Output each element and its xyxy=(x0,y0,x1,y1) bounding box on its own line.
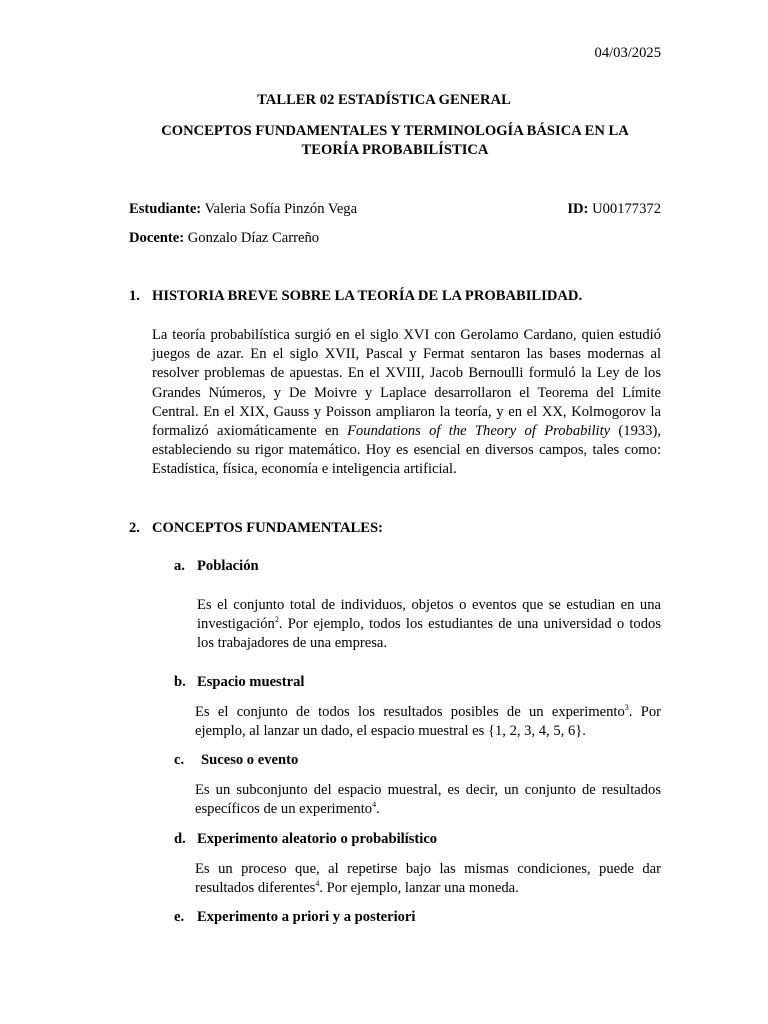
concept-paragraph xyxy=(195,781,661,819)
paragraph-text: La teoría probabilística surgió en el siglo XVI con Gerolamo Cardano, quien estudió juegos de azar. En el siglo XVII, Pascal y Fermat sentaron las bases modernas al resolver problemas de apuestas. En el XVIII, Jacob Bernoulli formuló la Ley de los Grandes Números, y De Moivre y Laplace desarrollaron el Teorema del Límite Central. En el XIX, Gauss y Poisson ampliaron la teoría, y en el XX, Kolmogorov la formalizó axiomáticamente en xyxy=(152,327,661,440)
book-title: Foundations of the Theory of Probability xyxy=(347,423,611,440)
paragraph-text: Es un subconjunto del espacio muestral, es decir, un conjunto de resultados específicos de un experimento xyxy=(195,782,661,818)
document-title: TALLER 02 ESTADÍSTICA GENERAL xyxy=(257,92,511,108)
concept-letter: b. xyxy=(174,674,186,690)
id-label: ID: xyxy=(567,201,589,217)
concept-heading xyxy=(174,674,304,691)
concept-heading xyxy=(174,558,259,575)
document-subtitle: CONCEPTOS FUNDAMENTALES Y TERMINOLOGÍA BÁSICA EN LA TEORÍA PROBABILÍSTICA xyxy=(161,123,629,158)
concept-title: Población xyxy=(197,558,259,574)
concept-heading xyxy=(174,831,437,848)
paragraph-text: . Por ejemplo, al lanzar un dado, el espacio muestral es {1, 2, 3, 4, 5, 6}. xyxy=(195,704,661,740)
concept-letter: a. xyxy=(174,558,185,574)
footnote-ref: 4 xyxy=(372,800,377,810)
paragraph-text: . xyxy=(376,801,380,818)
id-line xyxy=(567,201,661,218)
student-line xyxy=(129,201,357,218)
section-1-heading xyxy=(129,288,582,305)
footnote-ref: 4 xyxy=(315,879,320,889)
section-1-number: 1. xyxy=(129,288,140,304)
paragraph-text: . Por ejemplo, lanzar una moneda. xyxy=(319,880,519,897)
student-label: Estudiante: xyxy=(129,201,202,217)
concept-letter: d. xyxy=(174,831,186,847)
teacher-line xyxy=(129,230,319,247)
concept-paragraph xyxy=(195,703,661,741)
concept-letter: c. xyxy=(174,752,185,768)
teacher-name: Gonzalo Díaz Carreño xyxy=(187,230,320,246)
student-name: Valeria Sofía Pinzón Vega xyxy=(204,201,358,217)
section-2-title: CONCEPTOS FUNDAMENTALES: xyxy=(152,520,383,536)
concept-paragraph xyxy=(195,860,661,898)
footnote-ref: 3 xyxy=(624,703,629,713)
paragraph-text: . Por ejemplo, todos los estudiantes de una universidad o todos los trabajadores de una empresa. xyxy=(197,616,661,652)
section-1-paragraph xyxy=(152,326,661,480)
concept-title: Espacio muestral xyxy=(197,674,305,690)
section-2-heading xyxy=(129,520,383,537)
concept-letter: e. xyxy=(174,909,185,925)
concept-heading xyxy=(174,909,415,926)
paragraph-text: (1933), estableciendo su rigor matemático. Hoy es esencial en diversos campos, tales como: Estadística, física, economía e inteligencia artificial. xyxy=(152,423,661,478)
concept-paragraph xyxy=(197,596,661,654)
concept-title: Experimento aleatorio o probabilístico xyxy=(197,831,438,847)
section-1-title: HISTORIA BREVE SOBRE LA TEORÍA DE LA PROBABILIDAD. xyxy=(152,288,583,304)
section-2-number: 2. xyxy=(129,520,140,536)
document-date: 04/03/2025 xyxy=(594,45,661,61)
footnote-ref: 2 xyxy=(274,615,279,625)
teacher-label: Docente: xyxy=(129,230,185,246)
concept-title: Experimento a priori y a posteriori xyxy=(197,909,416,925)
paragraph-text: Es el conjunto total de individuos, objetos o eventos que se estudian en una investigación xyxy=(197,597,661,633)
id-value: U00177372 xyxy=(592,201,661,217)
paragraph-text: Es un proceso que, al repetirse bajo las mismas condiciones, puede dar resultados diferentes xyxy=(195,861,661,897)
paragraph-text: Es el conjunto de todos los resultados posibles de un experimento xyxy=(195,704,625,720)
concept-title: Suceso o evento xyxy=(201,752,299,768)
concept-heading xyxy=(174,752,298,769)
